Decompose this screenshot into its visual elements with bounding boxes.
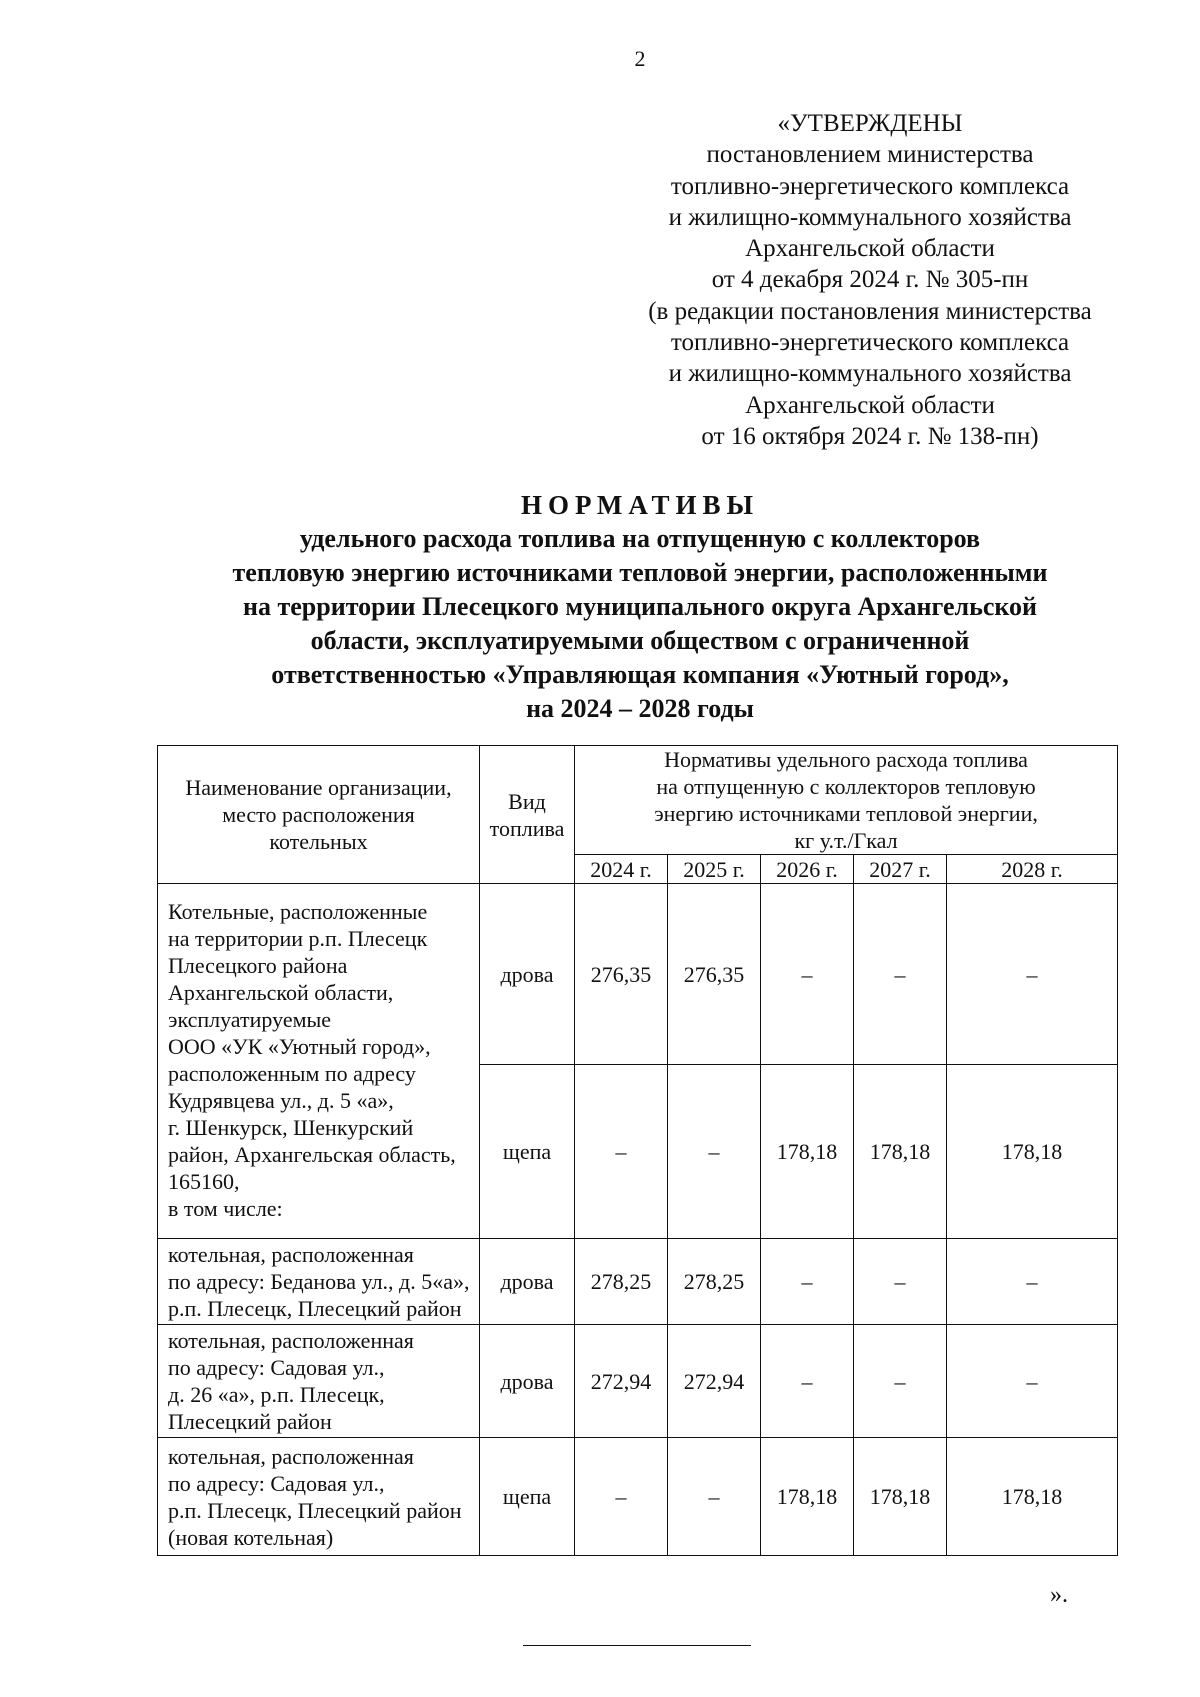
organization-line: Архангельской области, <box>168 980 394 1005</box>
table-row <box>158 1325 1118 1438</box>
organization-line: котельная, расположенная <box>168 1242 414 1267</box>
value-cell: – <box>668 1065 761 1239</box>
header-organization-line: Наименование организации, <box>185 775 452 800</box>
header-fuel-line: Вид <box>508 788 546 814</box>
value-cell: – <box>854 884 947 1065</box>
value-cell: 178,18 <box>761 1065 854 1239</box>
approval-line: топливно-энергетического комплекса <box>670 329 1070 357</box>
header-fuel-line: топлива <box>489 815 565 841</box>
organization-line: на территории р.п. Плесецк <box>168 926 428 951</box>
approval-line: «УТВЕРЖДЕНЫ <box>777 110 963 137</box>
organization-line: Плесецкий район <box>168 1409 332 1434</box>
fuel-cell: дрова <box>480 1325 575 1438</box>
organization-line: д. 26 «а», р.п. Плесецк, <box>168 1382 385 1407</box>
value-cell: – <box>668 1438 761 1556</box>
organization-cell <box>158 1239 480 1325</box>
organization-line: котельная, расположенная <box>168 1443 414 1469</box>
approval-line: (в редакции постановления министерства <box>648 297 1092 325</box>
title-subtitle-line: на 2024 – 2028 годы <box>526 694 754 723</box>
approval-line: постановлением министерства <box>706 141 1034 169</box>
organization-line: эксплуатируемые <box>168 1007 332 1032</box>
header-fuel <box>480 746 575 884</box>
organization-line: Котельные, расположенные <box>168 899 428 924</box>
value-cell: – <box>761 1325 854 1438</box>
value-cell: – <box>854 1239 947 1325</box>
header-norms-line: кг у.т./Гкал <box>794 828 898 853</box>
approval-block <box>590 108 1150 452</box>
organization-line: в том числе: <box>168 1196 283 1221</box>
title-subtitle-line: удельного расхода топлива на отпущенную с коллекторов <box>299 524 981 553</box>
approval-line: Архангельской области <box>745 235 995 263</box>
title-subtitle-line: ответственностью «Управляющая компания «Уютный город», <box>271 660 1009 689</box>
approval-line: Архангельской области <box>745 391 995 419</box>
header-organization <box>158 746 480 884</box>
value-cell: 178,18 <box>854 1438 947 1556</box>
fuel-cell: дрова <box>480 1239 575 1325</box>
closing-quote: ». <box>1050 1582 1068 1608</box>
document-title <box>140 488 1140 726</box>
value-cell: 276,35 <box>668 884 761 1065</box>
organization-line: ООО «УК «Уютный город», <box>168 1034 431 1059</box>
title-subtitle-line: области, эксплуатируемыми обществом с ограниченной <box>310 626 970 655</box>
table-row <box>158 884 1118 1065</box>
organization-cell <box>158 1438 480 1556</box>
header-norms <box>575 746 1118 855</box>
title-subtitle-line: на территории Плесецкого муниципального округа Архангельской <box>243 592 1037 621</box>
value-cell: 272,94 <box>575 1325 668 1438</box>
header-year: 2028 г. <box>947 855 1118 884</box>
organization-line: Плесецкого района <box>168 953 348 978</box>
value-cell: – <box>761 884 854 1065</box>
table-row <box>158 1438 1118 1556</box>
fuel-cell: щепа <box>480 1065 575 1239</box>
approval-line: от 4 декабря 2024 г. № 305-пн <box>711 266 1029 294</box>
organization-line: по адресу: Садовая ул., <box>168 1470 385 1496</box>
value-cell: – <box>854 1325 947 1438</box>
header-year: 2026 г. <box>761 855 854 884</box>
table-row <box>158 1239 1118 1325</box>
header-norms-line: на отпущенную с коллекторов тепловую <box>656 774 1036 799</box>
approval-line: и жилищно-коммунального хозяйства <box>668 203 1072 231</box>
approval-line: топливно-энергетического комплекса <box>670 172 1070 200</box>
value-cell: – <box>761 1239 854 1325</box>
organization-line: р.п. Плесецк, Плесецкий район <box>168 1296 462 1321</box>
organization-line: (новая котельная) <box>168 1524 334 1550</box>
organization-line: Кудрявцева ул., д. 5 «а», <box>168 1088 394 1113</box>
organization-line: расположенным по адресу <box>168 1061 416 1086</box>
value-cell: – <box>947 1325 1118 1438</box>
approval-line: и жилищно-коммунального хозяйства <box>668 360 1072 388</box>
organization-line: г. Шенкурск, Шенкурский <box>168 1115 414 1140</box>
header-organization-line: место расположения <box>222 802 415 827</box>
value-cell: 278,25 <box>668 1239 761 1325</box>
title-heading: НОРМАТИВЫ <box>520 490 760 520</box>
header-year: 2024 г. <box>575 855 668 884</box>
value-cell: 278,25 <box>575 1239 668 1325</box>
organization-line: по адресу: Садовая ул., <box>168 1355 385 1380</box>
header-organization-line: котельных <box>269 829 368 854</box>
value-cell: – <box>575 1065 668 1239</box>
organization-cell <box>158 1325 480 1438</box>
value-cell: 272,94 <box>668 1325 761 1438</box>
norms-table <box>157 745 1118 1556</box>
value-cell: – <box>947 1239 1118 1325</box>
value-cell: – <box>575 1438 668 1556</box>
fuel-cell: щепа <box>480 1438 575 1556</box>
value-cell: 276,35 <box>575 884 668 1065</box>
organization-line: район, Архангельская область, <box>168 1142 456 1167</box>
organization-line: по адресу: Беданова ул., д. 5«а», <box>168 1269 470 1294</box>
header-year: 2025 г. <box>668 855 761 884</box>
footer-rule <box>523 1645 751 1646</box>
value-cell: 178,18 <box>947 1065 1118 1239</box>
header-norms-line: энергию источниками тепловой энергии, <box>654 801 1038 826</box>
organization-line: котельная, расположенная <box>168 1328 414 1353</box>
header-year: 2027 г. <box>854 855 947 884</box>
value-cell: 178,18 <box>854 1065 947 1239</box>
organization-line: р.п. Плесецк, Плесецкий район <box>168 1497 462 1523</box>
value-cell: 178,18 <box>947 1438 1118 1556</box>
organization-cell <box>158 884 480 1239</box>
page-number: 2 <box>634 46 646 71</box>
approval-line: от 16 октября 2024 г. № 138-пн) <box>701 422 1039 450</box>
value-cell: 178,18 <box>761 1438 854 1556</box>
header-norms-line: Нормативы удельного расхода топлива <box>664 747 1028 772</box>
organization-line: 165160, <box>168 1169 240 1194</box>
title-subtitle-line: тепловую энергию источниками тепловой энергии, расположенными <box>232 558 1048 587</box>
fuel-cell: дрова <box>480 884 575 1065</box>
value-cell: – <box>947 884 1118 1065</box>
